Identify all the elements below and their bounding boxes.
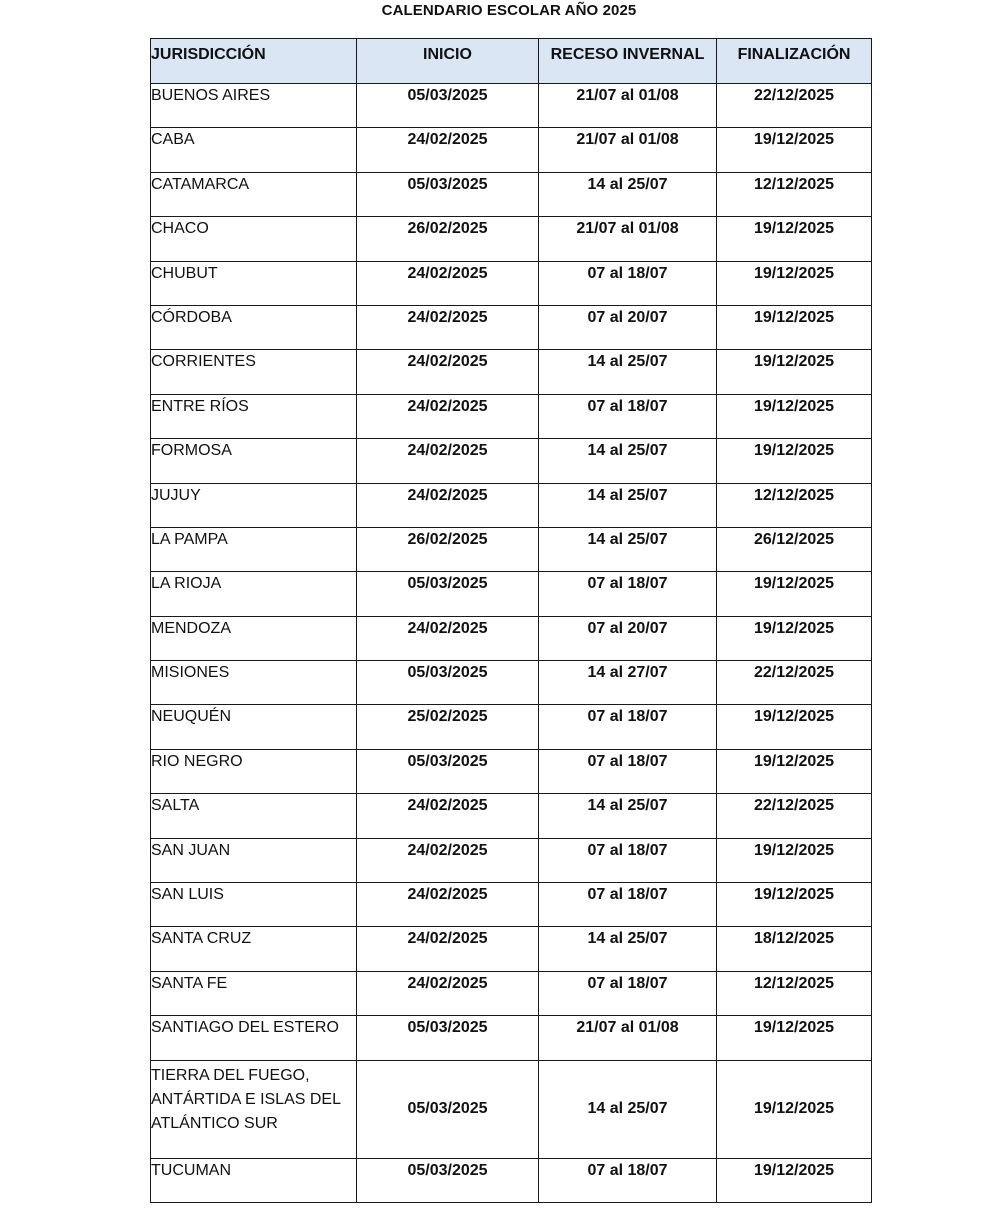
cell-receso-invernal: 14 al 25/07 <box>539 350 717 394</box>
cell-receso-invernal: 07 al 18/07 <box>539 971 717 1015</box>
table-header-row <box>151 39 872 84</box>
cell-finalizacion: 19/12/2025 <box>717 749 872 793</box>
cell-jurisdiccion: SALTA <box>151 794 357 838</box>
cell-jurisdiccion: JUJUY <box>151 483 357 527</box>
cell-jurisdiccion: CHACO <box>151 217 357 261</box>
cell-inicio: 24/02/2025 <box>357 305 539 349</box>
table-row <box>151 838 872 882</box>
cell-finalizacion: 26/12/2025 <box>717 527 872 571</box>
cell-inicio: 24/02/2025 <box>357 971 539 1015</box>
cell-finalizacion: 22/12/2025 <box>717 794 872 838</box>
cell-finalizacion: 19/12/2025 <box>717 705 872 749</box>
cell-receso-invernal: 21/07 al 01/08 <box>539 128 717 172</box>
cell-jurisdiccion: SANTIAGO DEL ESTERO <box>151 1016 357 1060</box>
cell-receso-invernal: 14 al 25/07 <box>539 527 717 571</box>
table-row <box>151 1016 872 1060</box>
cell-inicio: 05/03/2025 <box>357 1016 539 1060</box>
cell-inicio: 05/03/2025 <box>357 1158 539 1202</box>
cell-jurisdiccion: BUENOS AIRES <box>151 84 357 128</box>
cell-jurisdiccion: CATAMARCA <box>151 172 357 216</box>
cell-jurisdiccion-line: TIERRA DEL FUEGO, <box>151 1066 310 1084</box>
table-row <box>151 84 872 128</box>
table-row <box>151 1158 872 1202</box>
cell-finalizacion: 19/12/2025 <box>717 305 872 349</box>
cell-finalizacion: 19/12/2025 <box>717 261 872 305</box>
cell-inicio: 05/03/2025 <box>357 661 539 705</box>
cell-jurisdiccion: LA RIOJA <box>151 572 357 616</box>
cell-receso-invernal: 14 al 25/07 <box>539 794 717 838</box>
cell-finalizacion: 22/12/2025 <box>717 84 872 128</box>
table-row <box>151 883 872 927</box>
cell-finalizacion: 22/12/2025 <box>717 661 872 705</box>
cell-inicio: 05/03/2025 <box>357 572 539 616</box>
table-row <box>151 1060 872 1158</box>
cell-finalizacion: 19/12/2025 <box>717 572 872 616</box>
cell-receso-invernal: 14 al 25/07 <box>539 439 717 483</box>
header-jurisdiccion: JURISDICCIÓN <box>151 39 357 84</box>
cell-finalizacion: 19/12/2025 <box>717 1158 872 1202</box>
cell-jurisdiccion: SANTA FE <box>151 971 357 1015</box>
header-receso-invernal: RECESO INVERNAL <box>539 39 717 84</box>
cell-inicio: 24/02/2025 <box>357 927 539 971</box>
cell-receso-invernal: 14 al 25/07 <box>539 1060 717 1158</box>
cell-receso-invernal: 07 al 20/07 <box>539 616 717 660</box>
cell-finalizacion: 12/12/2025 <box>717 971 872 1015</box>
cell-finalizacion: 19/12/2025 <box>717 1016 872 1060</box>
cell-inicio: 24/02/2025 <box>357 394 539 438</box>
cell-receso-invernal: 07 al 20/07 <box>539 305 717 349</box>
cell-jurisdiccion: MENDOZA <box>151 616 357 660</box>
cell-inicio: 26/02/2025 <box>357 527 539 571</box>
cell-inicio: 24/02/2025 <box>357 261 539 305</box>
table-row <box>151 483 872 527</box>
table-row <box>151 794 872 838</box>
cell-inicio: 05/03/2025 <box>357 84 539 128</box>
cell-finalizacion: 19/12/2025 <box>717 616 872 660</box>
cell-inicio: 24/02/2025 <box>357 483 539 527</box>
cell-receso-invernal: 21/07 al 01/08 <box>539 1016 717 1060</box>
table-row <box>151 172 872 216</box>
cell-finalizacion: 19/12/2025 <box>717 128 872 172</box>
cell-finalizacion: 19/12/2025 <box>717 838 872 882</box>
table-row <box>151 927 872 971</box>
cell-jurisdiccion: CHUBUT <box>151 261 357 305</box>
cell-receso-invernal: 07 al 18/07 <box>539 838 717 882</box>
cell-receso-invernal: 07 al 18/07 <box>539 261 717 305</box>
cell-inicio: 05/03/2025 <box>357 172 539 216</box>
cell-finalizacion: 19/12/2025 <box>717 394 872 438</box>
school-calendar-table <box>150 38 872 1203</box>
cell-jurisdiccion: SAN LUIS <box>151 883 357 927</box>
cell-inicio: 24/02/2025 <box>357 838 539 882</box>
cell-jurisdiccion-line: ATLÁNTICO SUR <box>151 1114 278 1132</box>
cell-receso-invernal: 21/07 al 01/08 <box>539 217 717 261</box>
table-row <box>151 749 872 793</box>
cell-jurisdiccion: NEUQUÉN <box>151 705 357 749</box>
cell-jurisdiccion <box>151 1060 357 1158</box>
cell-jurisdiccion: TUCUMAN <box>151 1158 357 1202</box>
cell-jurisdiccion: CORRIENTES <box>151 350 357 394</box>
cell-receso-invernal: 14 al 27/07 <box>539 661 717 705</box>
cell-receso-invernal: 07 al 18/07 <box>539 749 717 793</box>
cell-jurisdiccion: LA PAMPA <box>151 527 357 571</box>
table-row <box>151 305 872 349</box>
cell-inicio: 05/03/2025 <box>357 749 539 793</box>
cell-receso-invernal: 07 al 18/07 <box>539 883 717 927</box>
cell-jurisdiccion: CABA <box>151 128 357 172</box>
cell-receso-invernal: 07 al 18/07 <box>539 572 717 616</box>
cell-jurisdiccion: MISIONES <box>151 661 357 705</box>
header-inicio: INICIO <box>357 39 539 84</box>
table-row <box>151 572 872 616</box>
table-row <box>151 616 872 660</box>
cell-receso-invernal: 07 al 18/07 <box>539 394 717 438</box>
page-title: CALENDARIO ESCOLAR AÑO 2025 <box>381 2 637 19</box>
cell-inicio: 24/02/2025 <box>357 616 539 660</box>
cell-finalizacion: 19/12/2025 <box>717 217 872 261</box>
cell-finalizacion: 18/12/2025 <box>717 927 872 971</box>
cell-receso-invernal: 14 al 25/07 <box>539 927 717 971</box>
cell-jurisdiccion: CÓRDOBA <box>151 305 357 349</box>
cell-inicio: 26/02/2025 <box>357 217 539 261</box>
table-row <box>151 128 872 172</box>
table-row <box>151 705 872 749</box>
cell-finalizacion: 19/12/2025 <box>717 883 872 927</box>
cell-receso-invernal: 14 al 25/07 <box>539 172 717 216</box>
table-row <box>151 527 872 571</box>
cell-jurisdiccion: SAN JUAN <box>151 838 357 882</box>
cell-inicio: 24/02/2025 <box>357 350 539 394</box>
cell-receso-invernal: 07 al 18/07 <box>539 1158 717 1202</box>
cell-inicio: 05/03/2025 <box>357 1060 539 1158</box>
cell-finalizacion: 19/12/2025 <box>717 350 872 394</box>
table-row <box>151 971 872 1015</box>
cell-receso-invernal: 21/07 al 01/08 <box>539 84 717 128</box>
cell-finalizacion: 19/12/2025 <box>717 439 872 483</box>
cell-jurisdiccion: SANTA CRUZ <box>151 927 357 971</box>
table-row <box>151 350 872 394</box>
cell-jurisdiccion-line: ANTÁRTIDA E ISLAS DEL <box>151 1090 341 1108</box>
cell-inicio: 24/02/2025 <box>357 794 539 838</box>
header-finalizacion: FINALIZACIÓN <box>717 39 872 84</box>
table-row <box>151 217 872 261</box>
cell-inicio: 24/02/2025 <box>357 439 539 483</box>
cell-receso-invernal: 14 al 25/07 <box>539 483 717 527</box>
table-row <box>151 661 872 705</box>
cell-jurisdiccion: FORMOSA <box>151 439 357 483</box>
cell-finalizacion: 19/12/2025 <box>717 1060 872 1158</box>
cell-inicio: 25/02/2025 <box>357 705 539 749</box>
table-row <box>151 439 872 483</box>
cell-receso-invernal: 07 al 18/07 <box>539 705 717 749</box>
table-row <box>151 394 872 438</box>
cell-finalizacion: 12/12/2025 <box>717 483 872 527</box>
cell-jurisdiccion: RIO NEGRO <box>151 749 357 793</box>
cell-finalizacion: 12/12/2025 <box>717 172 872 216</box>
table-row <box>151 261 872 305</box>
cell-inicio: 24/02/2025 <box>357 883 539 927</box>
cell-jurisdiccion: ENTRE RÍOS <box>151 394 357 438</box>
cell-inicio: 24/02/2025 <box>357 128 539 172</box>
